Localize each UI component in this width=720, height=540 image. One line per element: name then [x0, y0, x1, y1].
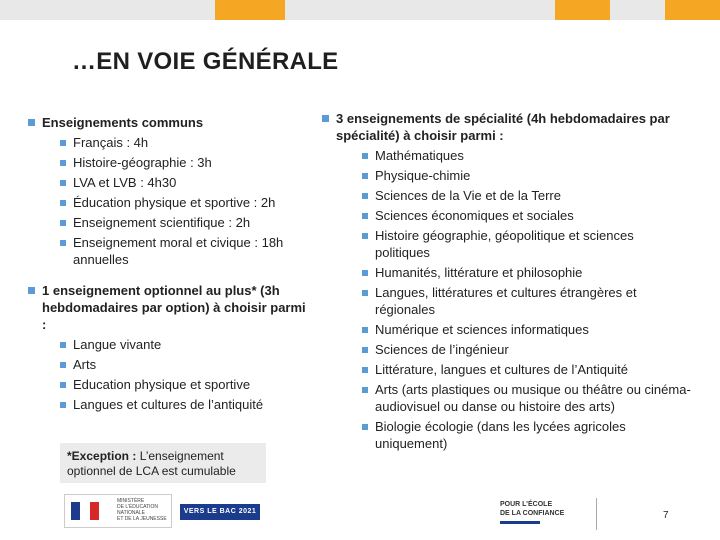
confiance-line2: DE LA CONFIANCE [500, 510, 565, 517]
square-bullet-icon [28, 119, 35, 126]
specialty-item [362, 418, 692, 452]
slide-title: …EN VOIE GÉNÉRALE [72, 48, 339, 75]
top-bar-segment [665, 0, 720, 20]
optional-list [28, 336, 318, 413]
optional-item-label: Langues et cultures de l’antiquité [73, 397, 264, 412]
common-list [28, 134, 318, 268]
square-bullet-icon [362, 233, 368, 239]
ministry-logo [64, 494, 172, 528]
specialty-item [362, 321, 692, 338]
left-column [28, 114, 318, 413]
square-bullet-icon [362, 213, 368, 219]
square-bullet-icon [362, 290, 368, 296]
exception-note [60, 443, 266, 483]
specialty-item [362, 207, 692, 224]
square-bullet-icon [362, 270, 368, 276]
optional-heading: 1 enseignement optionnel au plus* (3h hebdomadaires par option) à choisir parmi : [42, 283, 306, 332]
optional-item [60, 336, 318, 353]
bac-badge: VERS LE BAC 2021 [180, 504, 260, 520]
specialty-item-label: Humanités, littérature et philosophie [375, 265, 583, 280]
square-bullet-icon [362, 387, 368, 393]
confiance-underline [500, 521, 540, 524]
page-number: 7 [663, 510, 669, 521]
footer-divider [596, 498, 597, 530]
specialty-item-label: Numérique et sciences informatiques [375, 322, 589, 337]
ministry-name [117, 498, 167, 522]
specialty-item-label: Langues, littératures et cultures étrangères et régionales [375, 285, 637, 317]
optional-item-label: Arts [73, 357, 97, 372]
square-bullet-icon [362, 153, 368, 159]
square-bullet-icon [60, 240, 66, 246]
common-item [60, 194, 318, 211]
specialty-item [362, 381, 692, 415]
square-bullet-icon [60, 382, 66, 388]
specialty-item-label: Sciences économiques et sociales [375, 208, 574, 223]
specialty-heading: 3 enseignements de spécialité (4h hebdomadaires par spécialité) à choisir parmi : [336, 111, 670, 143]
square-bullet-icon [60, 362, 66, 368]
square-bullet-icon [362, 367, 368, 373]
specialty-item-label: Sciences de la Vie et de la Terre [375, 188, 561, 203]
square-bullet-icon [60, 342, 66, 348]
specialty-item-label: Mathématiques [375, 148, 464, 163]
specialty-item [362, 167, 692, 184]
specialty-list [322, 147, 692, 452]
specialty-item [362, 284, 692, 318]
common-heading: Enseignements communs [42, 115, 204, 130]
common-item-label: Enseignement moral et civique : 18h annuelles [73, 235, 284, 267]
common-heading-row [28, 114, 318, 131]
square-bullet-icon [60, 402, 66, 408]
specialty-item-label: Histoire géographie, géopolitique et sciences politiques [375, 228, 634, 260]
french-flag-icon [71, 502, 99, 520]
ministry-line: DE L’ÉDUCATION [117, 504, 159, 510]
specialty-item [362, 227, 692, 261]
common-item [60, 234, 318, 268]
right-column [322, 110, 702, 452]
square-bullet-icon [362, 173, 368, 179]
ministry-line: NATIONALE [117, 510, 145, 516]
square-bullet-icon [322, 115, 329, 122]
common-item-label: LVA et LVB : 4h30 [73, 175, 177, 190]
optional-item-label: Langue vivante [73, 337, 162, 352]
top-bar-segment [285, 0, 555, 20]
note-label: *Exception : [67, 449, 137, 463]
specialty-item [362, 341, 692, 358]
note-text: L’enseignement optionnel de LCA est cumulable [67, 449, 236, 478]
ministry-line: ET DE LA JEUNESSE [117, 516, 167, 522]
square-bullet-icon [362, 327, 368, 333]
square-bullet-icon [362, 347, 368, 353]
specialty-item [362, 147, 692, 164]
square-bullet-icon [28, 287, 35, 294]
top-bar-segment [215, 0, 285, 20]
square-bullet-icon [362, 424, 368, 430]
optional-heading-row [28, 282, 318, 333]
square-bullet-icon [60, 220, 66, 226]
top-bar-segment [610, 0, 665, 20]
square-bullet-icon [60, 180, 66, 186]
optional-item [60, 376, 318, 393]
common-item [60, 214, 318, 231]
common-item-label: Français : 4h [73, 135, 149, 150]
common-item-label: Enseignement scientifique : 2h [73, 215, 251, 230]
top-color-bar [0, 0, 720, 20]
specialty-item [362, 264, 692, 281]
confiance-logo [500, 500, 564, 527]
confiance-line1: POUR L’ÉCOLE [500, 501, 553, 508]
specialty-item [362, 187, 692, 204]
common-item-label: Histoire-géographie : 3h [73, 155, 212, 170]
specialty-item-label: Biologie écologie (dans les lycées agricoles uniquement) [375, 419, 626, 451]
optional-item [60, 396, 318, 413]
common-item [60, 134, 318, 151]
ministry-line: MINISTÈRE [117, 498, 145, 504]
specialty-item-label: Sciences de l’ingénieur [375, 342, 509, 357]
common-item [60, 154, 318, 171]
square-bullet-icon [60, 160, 66, 166]
square-bullet-icon [362, 193, 368, 199]
specialty-item-label: Physique-chimie [375, 168, 471, 183]
top-bar-segment [0, 0, 215, 20]
common-item [60, 174, 318, 191]
optional-item-label: Education physique et sportive [73, 377, 251, 392]
specialty-item-label: Arts (arts plastiques ou musique ou théâtre ou cinéma-audiovisuel ou danse ou histoire des arts) [375, 382, 691, 414]
specialty-heading-row [322, 110, 702, 144]
square-bullet-icon [60, 200, 66, 206]
top-bar-segment [555, 0, 610, 20]
common-item-label: Éducation physique et sportive : 2h [73, 195, 276, 210]
square-bullet-icon [60, 140, 66, 146]
optional-item [60, 356, 318, 373]
specialty-item-label: Littérature, langues et cultures de l’Antiquité [375, 362, 628, 377]
specialty-item [362, 361, 692, 378]
